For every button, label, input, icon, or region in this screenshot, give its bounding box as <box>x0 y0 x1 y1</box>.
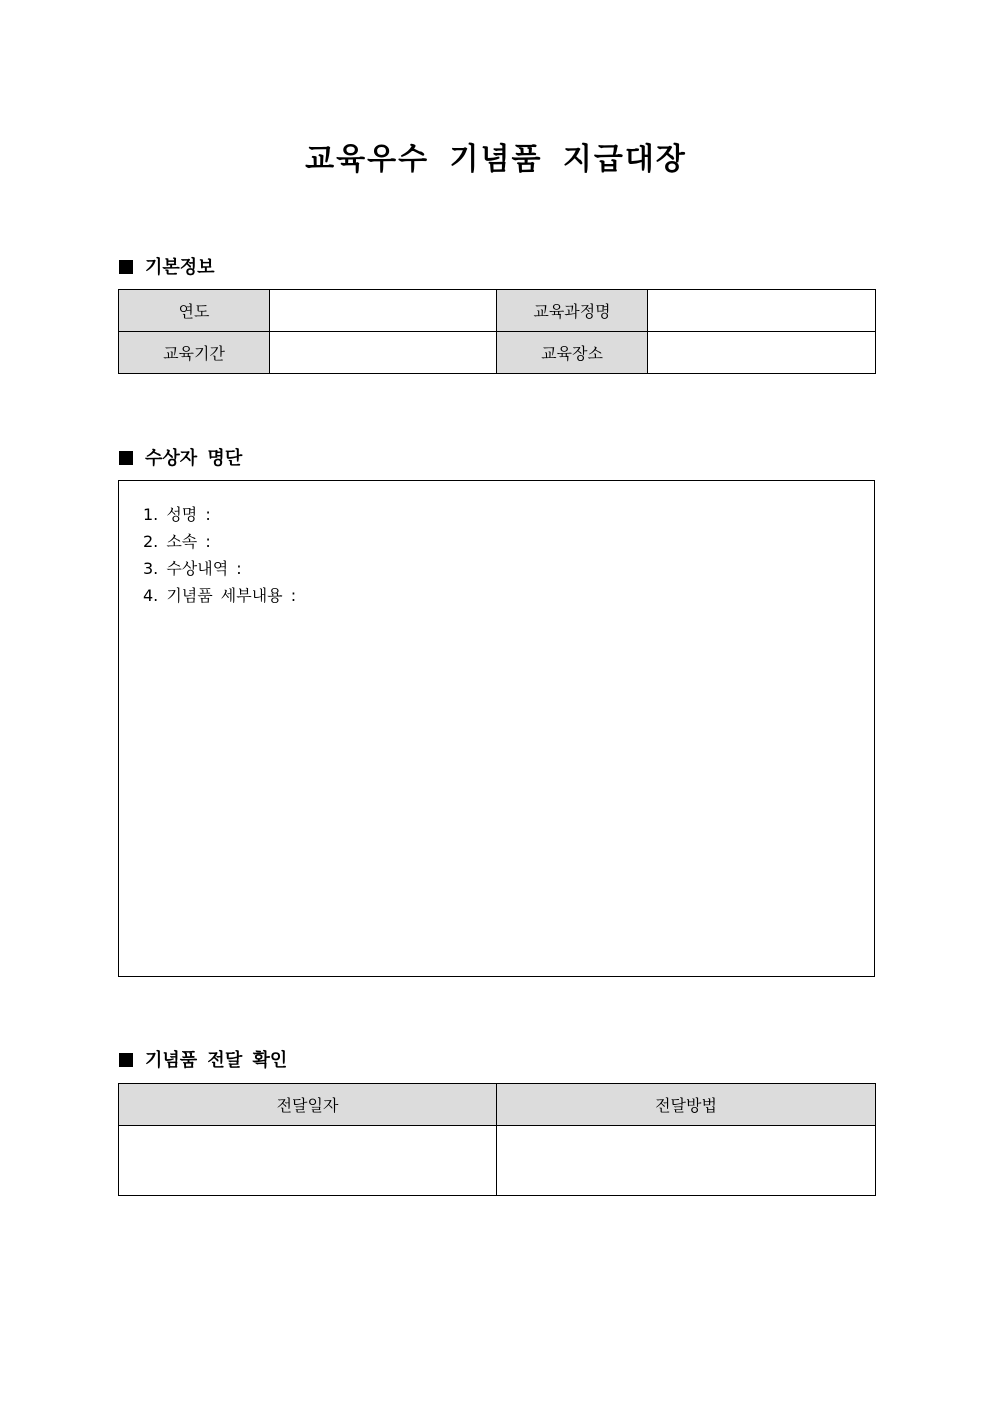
section-heading-text: 기념품 전달 확인 <box>145 1050 288 1071</box>
section-heading-recipients <box>119 444 242 470</box>
course-name-value[interactable] <box>648 290 876 332</box>
training-period-value[interactable] <box>270 332 497 374</box>
list-item-name: 1. 성명 : <box>143 505 211 524</box>
delivery-date-header: 전달일자 <box>119 1084 497 1126</box>
recipient-list-box[interactable] <box>118 480 875 977</box>
list-item-award-details: 3. 수상내역 : <box>143 559 242 578</box>
section-heading-basic-info <box>119 253 215 279</box>
list-item-affiliation: 2. 소속 : <box>143 532 211 551</box>
table-row <box>119 1126 876 1196</box>
training-location-label: 교육장소 <box>497 332 648 374</box>
delivery-method-value[interactable] <box>497 1126 876 1196</box>
year-label: 연도 <box>119 290 270 332</box>
recipient-list <box>119 481 874 609</box>
training-period-label: 교육기간 <box>119 332 270 374</box>
basic-info-table <box>118 289 876 374</box>
section-heading-delivery <box>119 1046 287 1072</box>
square-bullet-icon <box>119 1053 133 1067</box>
table-row <box>119 1084 876 1126</box>
delivery-table <box>118 1083 876 1196</box>
training-location-value[interactable] <box>648 332 876 374</box>
list-item-gift-details: 4. 기념품 세부내용 : <box>143 586 297 605</box>
section-heading-text: 수상자 명단 <box>145 448 243 469</box>
year-value[interactable] <box>270 290 497 332</box>
table-row <box>119 332 876 374</box>
delivery-method-header: 전달방법 <box>497 1084 876 1126</box>
table-row <box>119 290 876 332</box>
square-bullet-icon <box>119 451 133 465</box>
document-title: 교육우수 기념품 지급대장 <box>305 142 687 177</box>
delivery-date-value[interactable] <box>119 1126 497 1196</box>
section-heading-text: 기본정보 <box>145 257 215 278</box>
square-bullet-icon <box>119 260 133 274</box>
course-name-label: 교육과정명 <box>497 290 648 332</box>
